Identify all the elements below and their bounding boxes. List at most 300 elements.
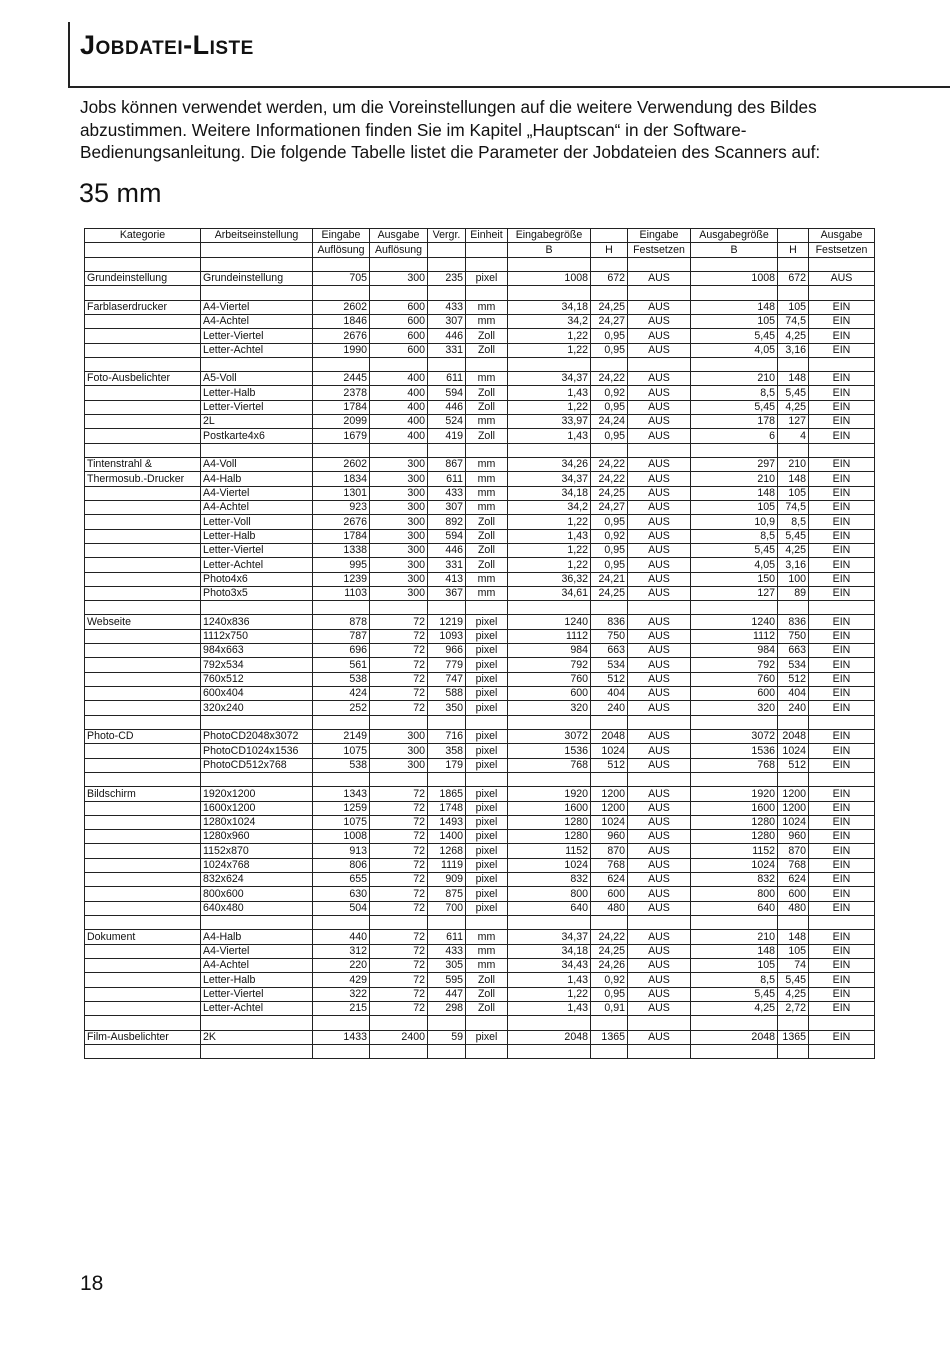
- header-horizontal-rule: [68, 86, 950, 88]
- table-row-cell: EIN: [809, 386, 875, 400]
- table-row-cell: 148: [691, 944, 778, 958]
- table-row-cell: 630: [313, 887, 370, 901]
- table-row-cell: EIN: [809, 300, 875, 314]
- table-spacer-row-cell: [201, 715, 313, 729]
- table-row-cell: 1343: [313, 787, 370, 801]
- table-row-cell: 24,22: [591, 472, 628, 486]
- table-spacer-row-cell: [313, 715, 370, 729]
- table-row-cell: AUS: [628, 944, 691, 958]
- table-row-cell: A4-Halb: [201, 472, 313, 486]
- table-row-cell: 72: [370, 787, 428, 801]
- table-spacer-row-cell: [628, 443, 691, 457]
- table-spacer-row-cell: [809, 715, 875, 729]
- table-header-row-cell: Eingabe: [628, 229, 691, 243]
- table-row-cell: pixel: [466, 658, 508, 672]
- table-row-cell: 909: [428, 873, 466, 887]
- table-row: [85, 615, 875, 629]
- table-header-row-cell: Kategorie: [85, 229, 201, 243]
- table-row-cell: 1400: [428, 830, 466, 844]
- section-heading: 35 mm: [79, 178, 162, 208]
- table-spacer-row-cell: [691, 1016, 778, 1030]
- table-row-cell: 600: [370, 343, 428, 357]
- table-spacer-row-cell: [809, 1044, 875, 1058]
- table-row-cell: [85, 1001, 201, 1015]
- table-row-cell: Foto-Ausbelichter: [85, 372, 201, 386]
- table-row-cell: mm: [466, 586, 508, 600]
- table-row-cell: 433: [428, 486, 466, 500]
- table-row: [85, 887, 875, 901]
- table-row-cell: [85, 329, 201, 343]
- table-spacer-row-cell: [778, 715, 809, 729]
- table-row-cell: 3072: [691, 729, 778, 743]
- table-row-cell: 716: [428, 729, 466, 743]
- table-row-cell: 300: [370, 744, 428, 758]
- table-row-cell: Farblaserdrucker: [85, 300, 201, 314]
- table-row-cell: 34,61: [508, 586, 591, 600]
- table-row: [85, 386, 875, 400]
- table-row-cell: A4-Viertel: [201, 486, 313, 500]
- table-spacer-row-cell: [201, 916, 313, 930]
- table-row-cell: [85, 887, 201, 901]
- table-row-cell: Letter-Achtel: [201, 343, 313, 357]
- table-row-cell: AUS: [628, 343, 691, 357]
- table-row-cell: 806: [313, 858, 370, 872]
- table-row-cell: mm: [466, 572, 508, 586]
- table-row-cell: 1280x1024: [201, 815, 313, 829]
- table-row-cell: 1024: [691, 858, 778, 872]
- table-row-cell: 1433: [313, 1030, 370, 1044]
- table-spacer-row-cell: [201, 1016, 313, 1030]
- table-row-cell: 24,24: [591, 415, 628, 429]
- table-row-cell: mm: [466, 486, 508, 500]
- table-spacer-row-cell: [313, 601, 370, 615]
- table-row-cell: 446: [428, 400, 466, 414]
- table-row: [85, 300, 875, 314]
- table-row-cell: Bildschirm: [85, 787, 201, 801]
- table-spacer-row-cell: [466, 601, 508, 615]
- table-row: [85, 314, 875, 328]
- table-header-row-cell: Eingabe: [313, 229, 370, 243]
- table-row-cell: 72: [370, 944, 428, 958]
- table-subheader-row-cell: [428, 243, 466, 257]
- table-row-cell: 4,05: [691, 343, 778, 357]
- table-row-cell: AUS: [628, 271, 691, 285]
- table-row-cell: [85, 572, 201, 586]
- table-row-cell: 792x534: [201, 658, 313, 672]
- table-row-cell: mm: [466, 944, 508, 958]
- table-row-cell: [85, 672, 201, 686]
- table-subheader-row-cell: H: [778, 243, 809, 257]
- table-row-cell: 1259: [313, 801, 370, 815]
- table-row-cell: 24,27: [591, 314, 628, 328]
- table-subheader-row-cell: B: [508, 243, 591, 257]
- table-subheader-row-cell: Auflösung: [370, 243, 428, 257]
- table-row-cell: Letter-Achtel: [201, 558, 313, 572]
- table-row-cell: 24,25: [591, 586, 628, 600]
- table-spacer-row-cell: [809, 286, 875, 300]
- table-row-cell: 127: [778, 415, 809, 429]
- table-row: [85, 958, 875, 972]
- table-row-cell: mm: [466, 372, 508, 386]
- table-row-cell: 24,26: [591, 958, 628, 972]
- table-row-cell: Letter-Achtel: [201, 1001, 313, 1015]
- table-row-cell: 1152: [691, 844, 778, 858]
- table-row-cell: Zoll: [466, 529, 508, 543]
- table-header-row-cell: Ausgabegröße: [691, 229, 778, 243]
- table-spacer-row-cell: [85, 601, 201, 615]
- table-spacer-row-cell: [201, 286, 313, 300]
- table-row-cell: AUS: [628, 1030, 691, 1044]
- table-row-cell: 105: [691, 500, 778, 514]
- table-row-cell: 1834: [313, 472, 370, 486]
- table-row-cell: 419: [428, 429, 466, 443]
- table-spacer-row-cell: [466, 715, 508, 729]
- table-row-cell: EIN: [809, 558, 875, 572]
- table-spacer-row-cell: [428, 357, 466, 371]
- table-row-cell: pixel: [466, 644, 508, 658]
- table-row-cell: 72: [370, 644, 428, 658]
- table-row-cell: Letter-Halb: [201, 529, 313, 543]
- table-row-cell: 672: [778, 271, 809, 285]
- table-spacer-row: [85, 286, 875, 300]
- table-row-cell: A4-Halb: [201, 930, 313, 944]
- table-row-cell: 768: [778, 858, 809, 872]
- table-row-cell: 215: [313, 1001, 370, 1015]
- table-row-cell: 640: [691, 901, 778, 915]
- table-row-cell: AUS: [628, 901, 691, 915]
- table-row-cell: 1,22: [508, 400, 591, 414]
- table-row-cell: 1,22: [508, 543, 591, 557]
- table-row-cell: 1268: [428, 844, 466, 858]
- table-row-cell: 148: [778, 372, 809, 386]
- table-row-cell: 792: [508, 658, 591, 672]
- table-row-cell: 1280: [508, 830, 591, 844]
- table-row-cell: [85, 858, 201, 872]
- table-row-cell: 1280x960: [201, 830, 313, 844]
- table-row-cell: 1008: [508, 271, 591, 285]
- table-row-cell: 74,5: [778, 500, 809, 514]
- table-header-row-cell: Eingabegröße: [508, 229, 591, 243]
- table-row-cell: 480: [591, 901, 628, 915]
- table-row: [85, 973, 875, 987]
- table-row-cell: AUS: [628, 386, 691, 400]
- table-row-cell: EIN: [809, 901, 875, 915]
- table-row-cell: AUS: [628, 801, 691, 815]
- table-row: [85, 586, 875, 600]
- table-spacer-row-cell: [370, 772, 428, 786]
- table-row-cell: 300: [370, 271, 428, 285]
- table-row-cell: 504: [313, 901, 370, 915]
- table-row-cell: 429: [313, 973, 370, 987]
- table-row-cell: 72: [370, 658, 428, 672]
- table-row-cell: A4-Voll: [201, 458, 313, 472]
- table-spacer-row-cell: [778, 772, 809, 786]
- table-row-cell: 312: [313, 944, 370, 958]
- table-row-cell: Zoll: [466, 543, 508, 557]
- table-row-cell: 33,97: [508, 415, 591, 429]
- table-row-cell: AUS: [628, 844, 691, 858]
- table-row-cell: 300: [370, 572, 428, 586]
- table-row-cell: 2048: [591, 729, 628, 743]
- table-row-cell: [85, 758, 201, 772]
- table-row-cell: AUS: [628, 458, 691, 472]
- table-spacer-row-cell: [370, 443, 428, 457]
- table-row-cell: 705: [313, 271, 370, 285]
- table-row-cell: 0,95: [591, 543, 628, 557]
- table-row-cell: 2048: [508, 1030, 591, 1044]
- table-row: [85, 472, 875, 486]
- table-row-cell: 320: [508, 701, 591, 715]
- table-row-cell: Grundeinstellung: [201, 271, 313, 285]
- table-row-cell: 2K: [201, 1030, 313, 1044]
- table-row-cell: Zoll: [466, 429, 508, 443]
- table-spacer-row: [85, 443, 875, 457]
- table-row-cell: [85, 343, 201, 357]
- table-row: [85, 858, 875, 872]
- table-row-cell: 2445: [313, 372, 370, 386]
- table-row-cell: 148: [691, 300, 778, 314]
- table-row-cell: 1600: [691, 801, 778, 815]
- table-row-cell: 300: [370, 458, 428, 472]
- table-row-cell: 512: [778, 758, 809, 772]
- table-row-cell: pixel: [466, 844, 508, 858]
- table-row-cell: 72: [370, 672, 428, 686]
- table-row-cell: AUS: [628, 758, 691, 772]
- table-row-cell: 1240x836: [201, 615, 313, 629]
- table-row-cell: 1093: [428, 629, 466, 643]
- table-row-cell: 512: [591, 672, 628, 686]
- table-row-cell: 5,45: [691, 543, 778, 557]
- job-file-table: [84, 228, 875, 1059]
- table-row: [85, 486, 875, 500]
- table-row-cell: 59: [428, 1030, 466, 1044]
- table-spacer-row-cell: [691, 286, 778, 300]
- table-row-cell: 0,95: [591, 429, 628, 443]
- table-spacer-row-cell: [691, 443, 778, 457]
- table-subheader-row-cell: [85, 243, 201, 257]
- table-row-cell: 524: [428, 415, 466, 429]
- table-row-cell: Zoll: [466, 1001, 508, 1015]
- table-row-cell: AUS: [628, 701, 691, 715]
- table-row-cell: Film-Ausbelichter: [85, 1030, 201, 1044]
- table-row-cell: 72: [370, 987, 428, 1001]
- table-spacer-row-cell: [778, 1016, 809, 1030]
- table-row-cell: AUS: [628, 958, 691, 972]
- table-spacer-row-cell: [778, 286, 809, 300]
- table-row: [85, 687, 875, 701]
- table-row-cell: 0,95: [591, 329, 628, 343]
- table-spacer-row-cell: [85, 286, 201, 300]
- table-row-cell: 1,22: [508, 343, 591, 357]
- table-row-cell: 0,95: [591, 343, 628, 357]
- table-row-cell: 5,45: [691, 329, 778, 343]
- table-row-cell: 1493: [428, 815, 466, 829]
- table-row-cell: 3,16: [778, 343, 809, 357]
- table-row: [85, 901, 875, 915]
- table-row-cell: 433: [428, 944, 466, 958]
- table-row-cell: Letter-Viertel: [201, 400, 313, 414]
- table-row-cell: 300: [370, 515, 428, 529]
- table-spacer-row-cell: [201, 772, 313, 786]
- table-header-row-cell: Einheit: [466, 229, 508, 243]
- table-row-cell: EIN: [809, 758, 875, 772]
- table-row-cell: EIN: [809, 472, 875, 486]
- table-row-cell: pixel: [466, 901, 508, 915]
- table-row-cell: 4,05: [691, 558, 778, 572]
- table-spacer-row-cell: [428, 443, 466, 457]
- table-subheader-row-cell: B: [691, 243, 778, 257]
- table-row-cell: 24,25: [591, 300, 628, 314]
- table-row-cell: 34,2: [508, 314, 591, 328]
- table-row-cell: 870: [778, 844, 809, 858]
- table-row-cell: 1200: [591, 801, 628, 815]
- table-row-cell: 307: [428, 500, 466, 514]
- table-row-cell: 836: [591, 615, 628, 629]
- table-spacer-row-cell: [85, 772, 201, 786]
- table-row-cell: AUS: [628, 873, 691, 887]
- table-spacer-row-cell: [313, 772, 370, 786]
- table-row-cell: 663: [778, 644, 809, 658]
- table-row-cell: AUS: [628, 500, 691, 514]
- table-row-cell: 5,45: [778, 973, 809, 987]
- table-row-cell: EIN: [809, 744, 875, 758]
- table-row-cell: A4-Achtel: [201, 500, 313, 514]
- table-row-cell: 966: [428, 644, 466, 658]
- table-row: [85, 801, 875, 815]
- table-spacer-row-cell: [313, 1016, 370, 1030]
- table-row-cell: 89: [778, 586, 809, 600]
- table-row-cell: [85, 801, 201, 815]
- table-row-cell: 148: [778, 930, 809, 944]
- table-spacer-row-cell: [466, 357, 508, 371]
- table-spacer-row-cell: [809, 443, 875, 457]
- table-row-cell: AUS: [628, 887, 691, 901]
- table-row-cell: 8,5: [691, 386, 778, 400]
- table-row-cell: 34,37: [508, 372, 591, 386]
- table-row-cell: 2L: [201, 415, 313, 429]
- table-subheader-row-cell: H: [591, 243, 628, 257]
- table-row-cell: 600: [370, 329, 428, 343]
- table-row-cell: 779: [428, 658, 466, 672]
- table-row-cell: [85, 901, 201, 915]
- table-row-cell: Zoll: [466, 987, 508, 1001]
- table-row-cell: 1784: [313, 529, 370, 543]
- table-row-cell: 4,25: [778, 329, 809, 343]
- table-row-cell: 984: [691, 644, 778, 658]
- table-row-cell: 0,95: [591, 558, 628, 572]
- table-spacer-row-cell: [466, 772, 508, 786]
- table-row-cell: 800x600: [201, 887, 313, 901]
- table-row-cell: AUS: [628, 672, 691, 686]
- table-row-cell: AUS: [628, 329, 691, 343]
- table-row-cell: 100: [778, 572, 809, 586]
- table-row-cell: EIN: [809, 944, 875, 958]
- table-row-cell: 446: [428, 543, 466, 557]
- table-spacer-row-cell: [201, 257, 313, 271]
- table-row-cell: AUS: [628, 472, 691, 486]
- table-row-cell: 600: [691, 687, 778, 701]
- table-row-cell: 4,25: [778, 543, 809, 557]
- table-row-cell: 600x404: [201, 687, 313, 701]
- table-row-cell: 1200: [778, 787, 809, 801]
- table-row-cell: 34,18: [508, 944, 591, 958]
- table-row-cell: EIN: [809, 515, 875, 529]
- table-row-cell: 300: [370, 543, 428, 557]
- table-row-cell: AUS: [809, 271, 875, 285]
- table-row-cell: Grundeinstellung: [85, 271, 201, 285]
- table-row-cell: 1536: [508, 744, 591, 758]
- table-row-cell: AUS: [628, 529, 691, 543]
- table-spacer-row-cell: [591, 286, 628, 300]
- table-spacer-row-cell: [313, 443, 370, 457]
- table-row-cell: A5-Voll: [201, 372, 313, 386]
- table-spacer-row: [85, 715, 875, 729]
- table-row-cell: EIN: [809, 672, 875, 686]
- table-spacer-row-cell: [778, 601, 809, 615]
- table-row-cell: 1748: [428, 801, 466, 815]
- table-row-cell: 836: [778, 615, 809, 629]
- table-header-row-cell: [778, 229, 809, 243]
- table-row-cell: 1075: [313, 815, 370, 829]
- table-spacer-row-cell: [428, 715, 466, 729]
- table-spacer-row-cell: [508, 1044, 591, 1058]
- table-row: [85, 744, 875, 758]
- table-row-cell: 148: [778, 472, 809, 486]
- table-row-cell: 923: [313, 500, 370, 514]
- table-row-cell: mm: [466, 472, 508, 486]
- table-spacer-row-cell: [691, 1044, 778, 1058]
- table-row-cell: 72: [370, 858, 428, 872]
- table-row-cell: pixel: [466, 271, 508, 285]
- table-spacer-row-cell: [85, 257, 201, 271]
- table-row-cell: 179: [428, 758, 466, 772]
- table-row-cell: 34,37: [508, 930, 591, 944]
- table-spacer-row: [85, 257, 875, 271]
- table-row-cell: 24,21: [591, 572, 628, 586]
- table-row-cell: EIN: [809, 1001, 875, 1015]
- table-row-cell: [85, 386, 201, 400]
- table-row-cell: 600: [370, 300, 428, 314]
- table-row-cell: 750: [778, 629, 809, 643]
- table-row-cell: 995: [313, 558, 370, 572]
- table-row-cell: 2048: [778, 729, 809, 743]
- table-row-cell: AUS: [628, 429, 691, 443]
- table-row-cell: 1008: [313, 830, 370, 844]
- table-row-cell: EIN: [809, 429, 875, 443]
- table-spacer-row: [85, 357, 875, 371]
- table-row-cell: 1200: [778, 801, 809, 815]
- table-row-cell: 1024: [591, 744, 628, 758]
- table-row-cell: 5,45: [778, 386, 809, 400]
- table-spacer-row-cell: [370, 1016, 428, 1030]
- table-row-cell: 655: [313, 873, 370, 887]
- table-row-cell: 538: [313, 758, 370, 772]
- table-row-cell: 1024: [508, 858, 591, 872]
- table-row-cell: 400: [370, 415, 428, 429]
- table-row-cell: Zoll: [466, 400, 508, 414]
- table-row-cell: 594: [428, 386, 466, 400]
- table-row-cell: 611: [428, 930, 466, 944]
- table-spacer-row-cell: [691, 916, 778, 930]
- table-spacer-row-cell: [628, 772, 691, 786]
- table-row-cell: 768: [591, 858, 628, 872]
- table-row-cell: mm: [466, 500, 508, 514]
- table-row: [85, 758, 875, 772]
- table-spacer-row-cell: [778, 257, 809, 271]
- table-row: [85, 543, 875, 557]
- table-row-cell: 72: [370, 629, 428, 643]
- table-row-cell: 875: [428, 887, 466, 901]
